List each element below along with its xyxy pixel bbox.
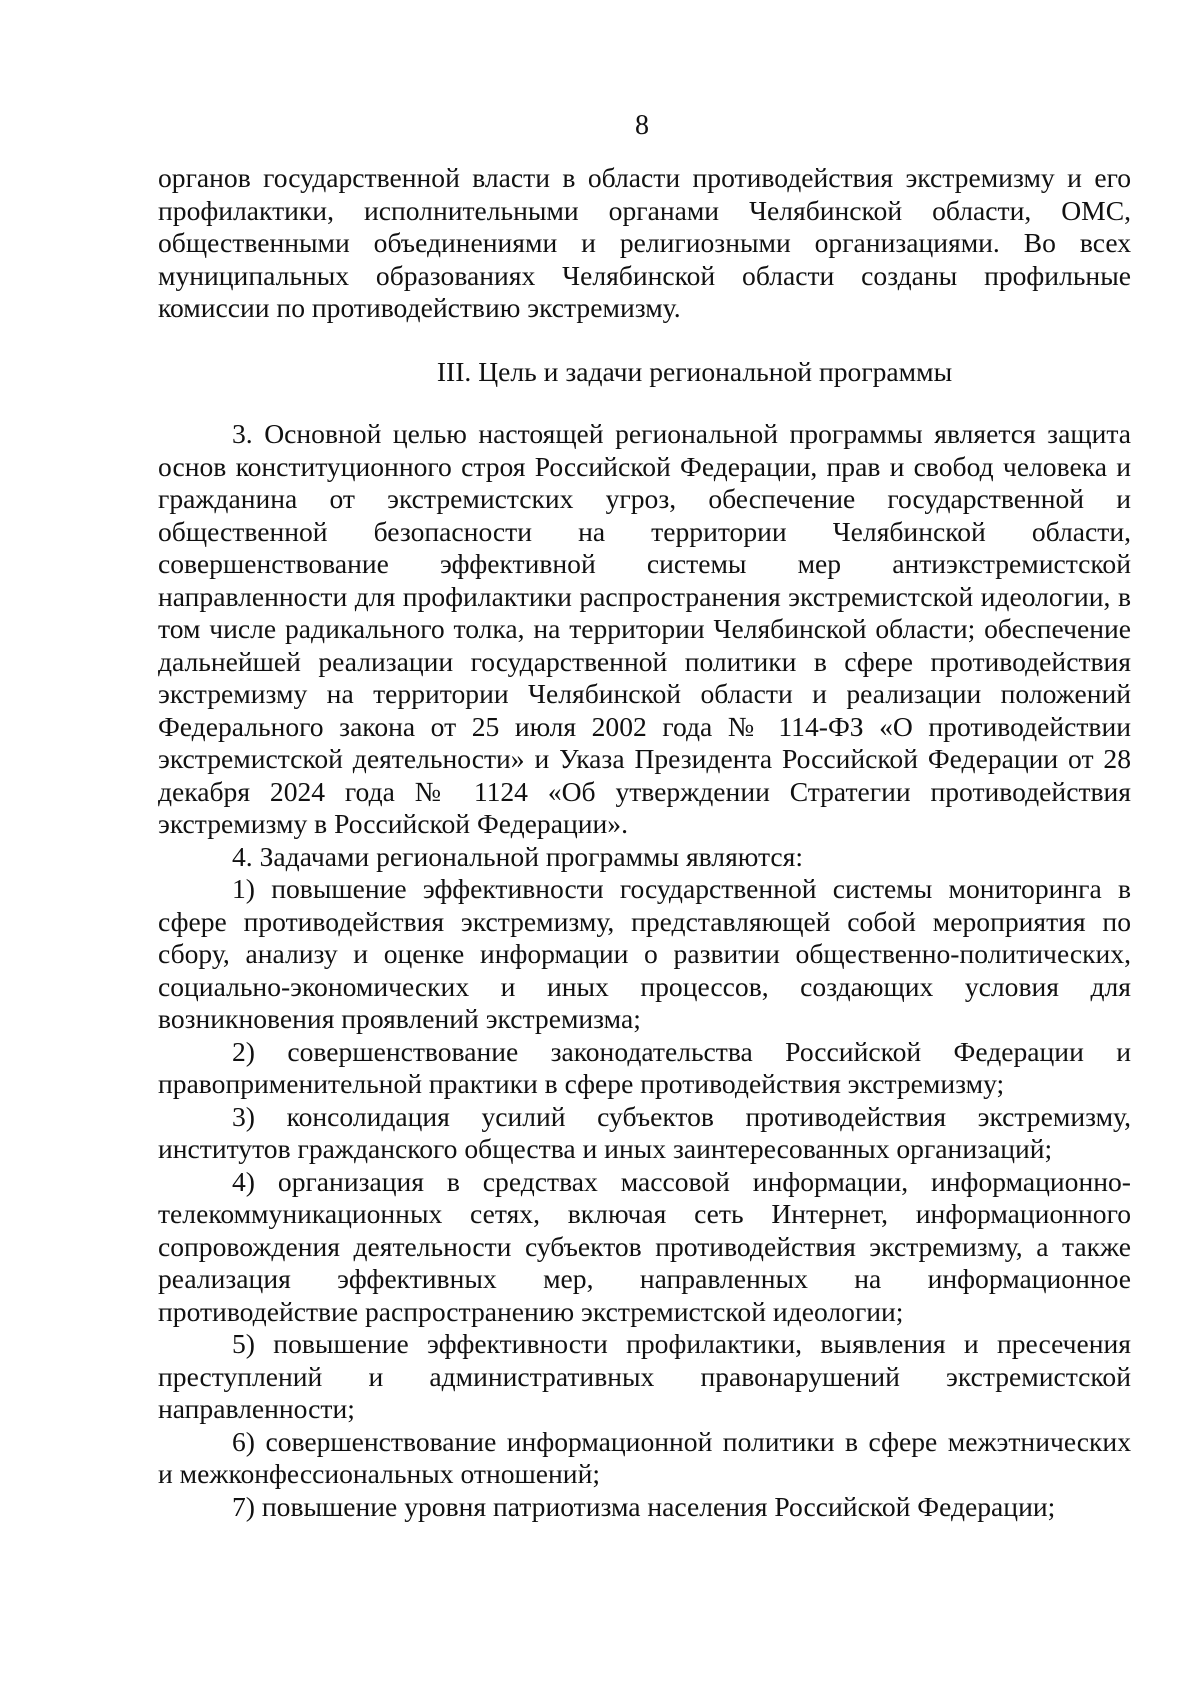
task-item-4: 4) организация в средствах массовой информации, информационно-телекоммуникационных сетях, включая сеть Интернет, информационного сопровождения деятельности субъектов противодействия экстремизму, а также реализация эффективных мер, направленных на информационное противодействие распространению экстремистской идеологии; xyxy=(158,1165,1131,1327)
task-item-1: 1) повышение эффективности государственной системы мониторинга в сфере противодействия экстремизму, представляющей собой мероприятия по сбору, анализу и оценке информации о развитии общественно-политических, социально-экономических и иных процессов, создающих условия для возникновения проявлений экстремизма; xyxy=(158,873,1131,1034)
task-item-2: 2) совершенствование законодательства Российской Федерации и правоприменительной практики в сфере противодействия экстремизму; xyxy=(158,1035,1131,1099)
task-item-6: 6) совершенствование информационной политики в сфере межэтнических и межконфессиональных отношений; xyxy=(158,1425,1131,1489)
intro-paragraph: органов государственной власти в области противодействия экстремизму и его профилактики, исполнительными органами Челябинской области, ОМС, общественными объединениями и религиозными организациями. Во всех муниципальных образованиях Челябинской области созданы профильные комиссии по противодействию экстремизму. xyxy=(158,162,1131,323)
task-item-3: 3) консолидация усилий субъектов противодействия экстремизму, институтов гражданского общества и иных заинтересованных организаций; xyxy=(158,1100,1131,1164)
document-body xyxy=(158,162,1131,1523)
paragraph-tasks-intro: 4. Задачами региональной программы являются: xyxy=(232,840,804,872)
task-item-5: 5) повышение эффективности профилактики, выявления и пресечения преступлений и административных правонарушений экстремистской направленности; xyxy=(158,1328,1131,1424)
page-number: 8 xyxy=(635,110,649,141)
section-heading: III. Цель и задачи региональной программы xyxy=(436,355,953,387)
paragraph-goal: 3. Основной целью настоящей региональной программы является защита основ конституционного строя Российской Федерации, прав и свобод человека и гражданина от экстремистских угроз, обеспечение государственной и общественной безопасности на территории Челябинской области, совершенствование эффективной системы мер антиэкстремистской направленности для профилактики распространения экстремистской идеологии, в том числе радикального толка, на территории Челябинской области; обеспечение дальнейшей реализации государственной политики в сфере противодействия экстремизму на территории Челябинской области и реализации положений Федерального закона от 25 июля 2002 года № 114-ФЗ «О противодействии экстремистской деятельности» и Указа Президента Российской Федерации от 28 декабря 2024 года № 1124 «Об утверждении Стратегии противодействия экстремизму в Российской Федерации». xyxy=(158,418,1131,839)
task-item-7: 7) повышение уровня патриотизма населения Российской Федерации; xyxy=(232,1490,1056,1522)
